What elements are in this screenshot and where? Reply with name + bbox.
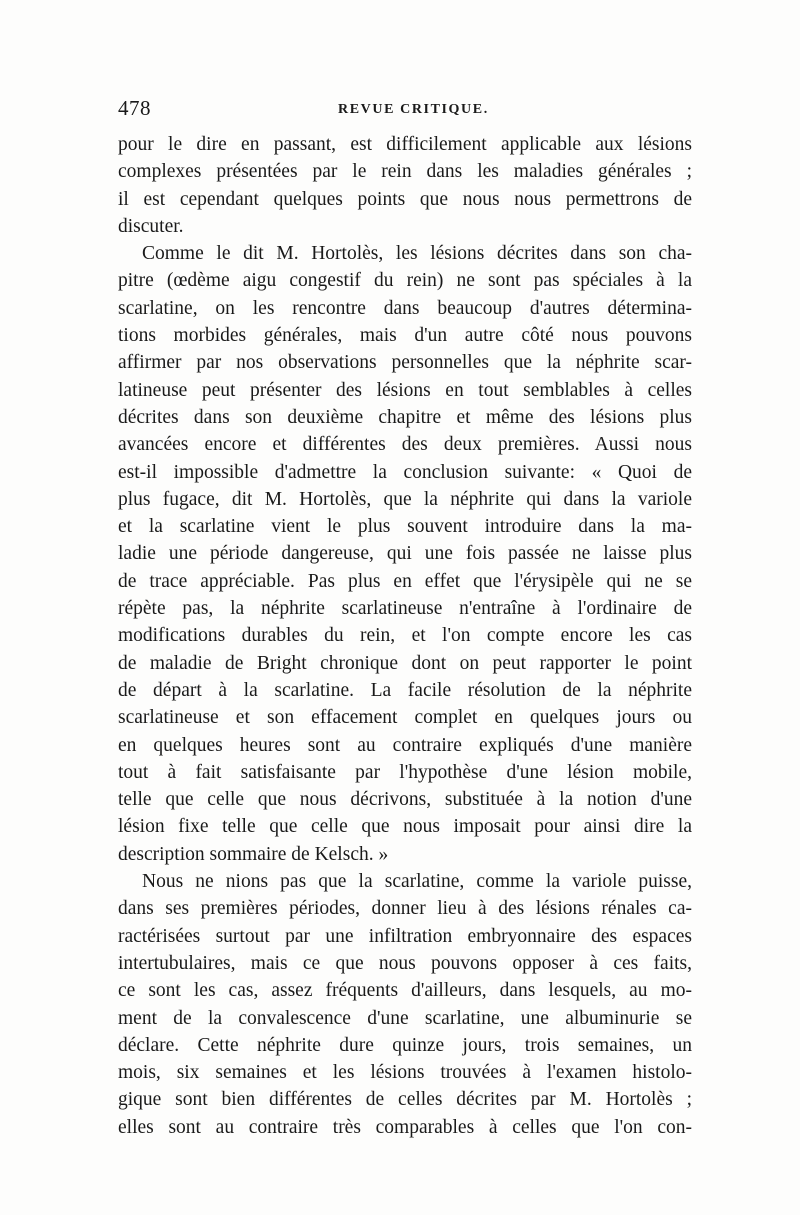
- text-line: de trace appréciable. Pas plus en effet que l'érysipèle qui ne se: [118, 570, 692, 592]
- text-line: tout à fait satisfaisante par l'hypothèse d'une lésion mobile,: [118, 761, 692, 783]
- text-line: pitre (œdème aigu congestif du rein) ne sont pas spéciales à la: [118, 270, 692, 292]
- text-line: ment de la convalescence d'une scarlatine, une albuminurie se: [118, 1007, 692, 1029]
- text-line: de maladie de Bright chronique dont on peut rapporter le point: [118, 652, 692, 674]
- text-line: déclare. Cette néphrite dure quinze jours, trois semaines, un: [118, 1034, 692, 1056]
- text-line: ce sont les cas, assez fréquents d'ailleurs, dans lesquels, au mo-: [118, 980, 692, 1002]
- text-line: est-il impossible d'admettre la conclusion suivante: « Quoi de: [118, 461, 692, 483]
- text-line: Nous ne nions pas que la scarlatine, comme la variole puisse,: [142, 871, 692, 893]
- text-line: affirmer par nos observations personnelles que la néphrite scar-: [118, 352, 692, 374]
- body-text: [118, 131, 692, 1141]
- text-line: intertubulaires, mais ce que nous pouvons opposer à ces faits,: [118, 952, 692, 974]
- text-line: mois, six semaines et les lésions trouvées à l'examen histolo-: [118, 1062, 692, 1084]
- running-title: REVUE CRITIQUE.: [338, 102, 489, 117]
- text-line: pour le dire en passant, est difficilement applicable aux lésions: [118, 134, 692, 155]
- text-line: répète pas, la néphrite scarlatineuse n'entraîne à l'ordinaire de: [118, 598, 692, 620]
- text-line: et la scarlatine vient le plus souvent introduire dans la ma-: [118, 516, 692, 538]
- text-line: telle que celle que nous décrivons, substituée à la notion d'une: [118, 789, 692, 811]
- text-line: discuter.: [118, 215, 184, 237]
- text-line: tions morbides générales, mais d'un autre côté nous pouvons: [118, 325, 692, 347]
- text-line: lésion fixe telle que celle que nous imposait pour ainsi dire la: [118, 816, 692, 838]
- text-line: ractérisées surtout par une infiltration embryonnaire des espaces: [118, 925, 692, 947]
- text-line: ladie une période dangereuse, qui une fois passée ne laisse plus: [118, 543, 692, 565]
- text-line: scarlatineuse et son effacement complet en quelques jours ou: [118, 707, 692, 729]
- text-line: latineuse peut présenter des lésions en tout semblables à celles: [118, 379, 692, 401]
- text-line: modifications durables du rein, et l'on compte encore les cas: [118, 625, 692, 647]
- text-line: il est cependant quelques points que nous nous permettrons de: [118, 188, 692, 210]
- text-line: avancées encore et différentes des deux premières. Aussi nous: [118, 434, 692, 456]
- text-line: scarlatine, on les rencontre dans beaucoup d'autres détermina-: [118, 297, 692, 319]
- text-line: décrites dans son deuxième chapitre et même des lésions plus: [118, 406, 692, 428]
- text-line: dans ses premières périodes, donner lieu à des lésions rénales ca-: [118, 898, 692, 920]
- text-line: complexes présentées par le rein dans les maladies générales ;: [118, 161, 692, 183]
- text-line: plus fugace, dit M. Hortolès, que la néphrite qui dans la variole: [118, 488, 692, 510]
- text-line: elles sont au contraire très comparables à celles que l'on con-: [118, 1116, 692, 1138]
- text-line: description sommaire de Kelsch. »: [118, 843, 389, 865]
- page-number: 478: [118, 96, 151, 120]
- running-header: [118, 96, 698, 126]
- text-line: en quelques heures sont au contraire expliqués d'une manière: [118, 734, 692, 756]
- text-line: de départ à la scarlatine. La facile résolution de la néphrite: [118, 679, 692, 701]
- text-line: gique sont bien différentes de celles décrites par M. Hortolès ;: [118, 1089, 692, 1111]
- text-line: Comme le dit M. Hortolès, les lésions décrites dans son cha-: [142, 243, 692, 265]
